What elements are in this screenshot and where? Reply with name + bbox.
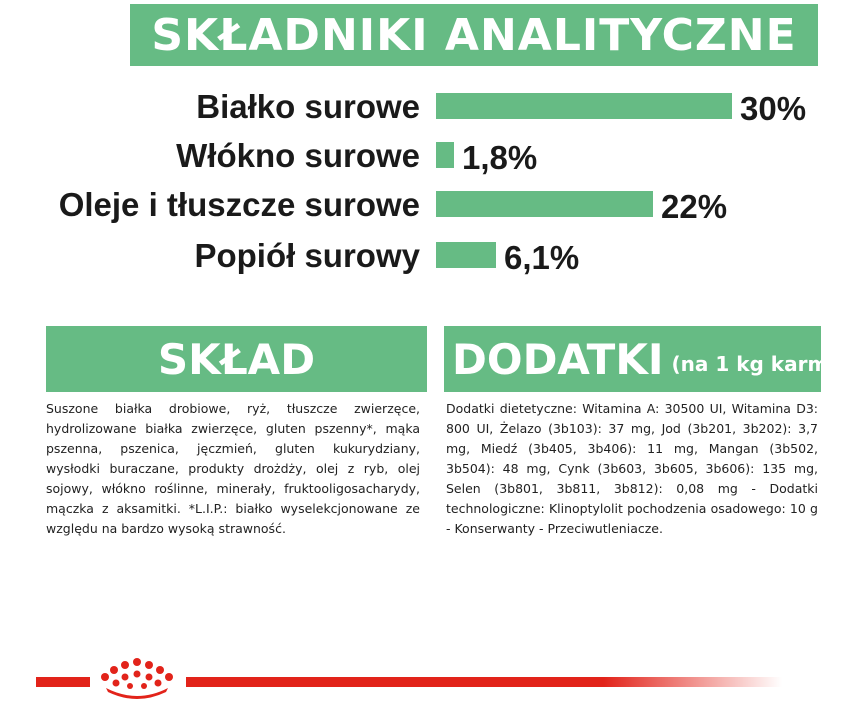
footer-line-left bbox=[36, 677, 90, 687]
sklad-title: SKŁAD bbox=[46, 326, 427, 392]
analytics-row-label: Oleje i tłuszcze surowe bbox=[58, 186, 420, 223]
analytics-row-value: 6,1% bbox=[504, 239, 580, 276]
analytics-row-value: 1,8% bbox=[462, 139, 538, 176]
royal-canin-crown-icon bbox=[92, 656, 182, 702]
dodatki-title: DODATKI bbox=[452, 334, 664, 384]
analytics-row-bar bbox=[436, 242, 496, 268]
analytics-row-value: 22% bbox=[661, 188, 728, 225]
analytics-row-label: Włókno surowe bbox=[176, 137, 420, 174]
analytics-row-label: Popiół surowy bbox=[194, 237, 420, 274]
analytics-row-bar bbox=[436, 142, 454, 168]
analytics-row-value: 30% bbox=[740, 90, 807, 127]
dodatki-text: Dodatki dietetyczne: Witamina A: 30500 UI, Witamina D3: 800 UI, Żelazo (3b103): 37 mg, Jod (3b201, 3b202): 3,7 mg, Miedź (3b405, 3b406): 11 mg, Mangan (3b502, 3b504): 48 mg, Cynk (3b603, 3b605, 3b606): 135 mg, Selen (3b801, 3b811, 3b812): 0,08 mg - Dodatki technologiczne: Klinoptylolit pochodzenia osadowego: 10 g - Konserwanty - Przeciwutleniacze. bbox=[446, 401, 818, 536]
dodatki-subtitle: (na 1 kg karmy) bbox=[671, 352, 851, 376]
dodatki-title-banner bbox=[444, 326, 851, 392]
analytics-row-bar bbox=[436, 93, 732, 119]
footer-line-right bbox=[186, 677, 782, 687]
analytics-row-bar bbox=[436, 191, 653, 217]
analytics-row-label: Białko surowe bbox=[196, 88, 420, 125]
sklad-text: Suszone białka drobiowe, ryż, tłuszcze zwierzęce, hydrolizowane białka zwierzęce, gluten pszenny*, mąka pszenna, pszenica, jęczmień, gluten kukurydziany, wysłodki buraczane, produkty drożdży, olej z ryb, olej sojowy, włókno roślinne, minerały, fruktooligosacharydy, mączka z aksamitki. *L.I.P.: białko wyselekcjonowane ze względu na bardzo wysoką strawność. bbox=[46, 401, 420, 536]
analytics-title: SKŁADNIKI ANALITYCZNE bbox=[130, 4, 818, 66]
